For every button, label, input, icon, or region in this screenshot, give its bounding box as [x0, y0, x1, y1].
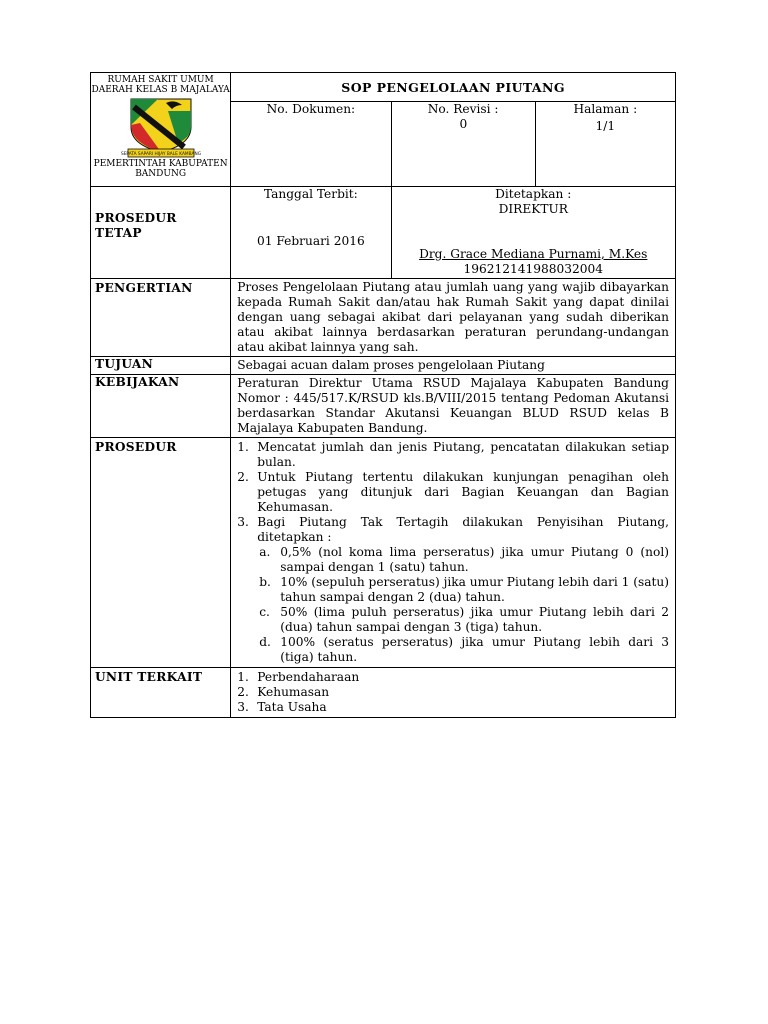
hospital-header-cell — [91, 73, 231, 187]
protap-label: PROSEDUR TETAP — [91, 187, 231, 279]
set-role: DIREKTUR — [498, 202, 568, 216]
list-item: 3. Tata Usaha — [237, 700, 327, 714]
doc-number-label: No. Dokumen: — [266, 102, 356, 116]
doc-number-cell — [231, 102, 391, 187]
sub-list-item: d. 100% (seratus perseratus) jika umur Piutang lebih dari 3 (tiga) tahun. — [259, 635, 669, 664]
page-label: Halaman : — [573, 102, 638, 116]
list-item: 3. Bagi Piutang Tak Tertagih dilakukan Penyisihan Piutang, ditetapkan : a. 0,5% (nol koma lima perseratus) jika umur Piutang 0 (nol) sampai dengan 1 (satu) tahun. b. 10% (sepuluh perseratus) jika umur Piutang lebih dari 1 (satu) tahun sampai dengan 2 (dua) tahun. c. 50% (lima puluh perseratus) jika umur Piutang lebih dari 2 (dua) tahun sampai dengan 3 (tiga) tahun. d. 100% (seratus perseratus) jika umur Piutang lebih dari 3 (tiga) tahun. — [237, 515, 669, 664]
prosedur-label: PROSEDUR — [91, 438, 231, 668]
list-item: 2. Untuk Piutang tertentu dilakukan kunjungan penagihan oleh petugas yang ditunjuk dari Bagian Keuangan dan Bagian Kehumasan. — [237, 470, 669, 514]
kebijakan-text: Peraturan Direktur Utama RSUD Majalaya Kabupaten Bandung Nomor : 445/517.K/RSUD kls.B/VIII/2015 tentang Pedoman Akutansi berdasarkan Standar Akutansi Keuangan BLUD RSUD kelas B Majalaya Kabupaten Bandung. — [231, 375, 676, 438]
sub-list-item: a. 0,5% (nol koma lima perseratus) jika umur Piutang 0 (nol) sampai dengan 1 (satu) tahun. — [259, 545, 669, 574]
sub-list-item: c. 50% (lima puluh perseratus) jika umur Piutang lebih dari 2 (dua) tahun sampai dengan 3 (tiga) tahun. — [259, 605, 669, 634]
logo-motto: SEPATA SAPARI HIJAY BALE KAMBANG — [120, 152, 201, 157]
revision-value: 0 — [459, 117, 468, 131]
set-label: Ditetapkan : — [495, 187, 572, 201]
pengertian-label: PENGERTIAN — [91, 279, 231, 357]
sub-list-item: b. 10% (sepuluh perseratus) jika umur Piutang lebih dari 1 (satu) tahun sampai dengan 2 (dua) tahun. — [259, 575, 669, 604]
issued-label: Tanggal Terbit: — [263, 187, 358, 201]
page-value: 1/1 — [595, 119, 616, 133]
list-item: 1. Perbendaharaan — [237, 670, 360, 684]
unit-terkait-cell — [231, 668, 676, 718]
issue-cell — [231, 187, 391, 279]
sop-table — [90, 72, 676, 718]
revision-label: No. Revisi : — [427, 102, 499, 116]
issued-date: 01 Februari 2016 — [256, 234, 365, 248]
kabupaten-bandung-logo — [120, 97, 201, 159]
prosedur-cell — [231, 438, 676, 668]
hospital-name: RUMAH SAKIT UMUM DAERAH KELAS B MAJALAYA — [91, 75, 230, 95]
tujuan-label: TUJUAN — [91, 357, 231, 375]
list-item: 1. Mencatat jumlah dan jenis Piutang, pencatatan dilakukan setiap bulan. — [237, 440, 669, 469]
prosedur-list — [237, 440, 669, 665]
revision-cell — [391, 102, 535, 187]
director-nip: 196212141988032004 — [463, 262, 604, 276]
unit-terkait-label: UNIT TERKAIT — [91, 668, 231, 718]
unit-list — [237, 670, 669, 715]
page-cell — [535, 102, 675, 187]
tujuan-text: Sebagai acuan dalam proses pengelolaan Piutang — [231, 357, 676, 375]
government-name: PEMERTINTAH KABUPATEN BANDUNG — [93, 159, 228, 179]
director-name: Drg. Grace Mediana Purnami, M.Kes — [419, 247, 648, 261]
approval-cell — [391, 187, 676, 279]
document-title: SOP PENGELOLAAN PIUTANG — [231, 73, 676, 102]
list-item: 2. Kehumasan — [237, 685, 330, 699]
penyisihan-sublist — [257, 545, 669, 665]
kebijakan-label: KEBIJAKAN — [91, 375, 231, 438]
pengertian-text: Proses Pengelolaan Piutang atau jumlah uang yang wajib dibayarkan kepada Rumah Sakit dan/atau hak Rumah Sakit yang dapat dinilai dengan uang sebagai akibat dari pelayanan yang sudah diberikan atau akibat lainnya berdasarkan peraturan perundang-undangan atau akibat lainnya yang sah. — [231, 279, 676, 357]
